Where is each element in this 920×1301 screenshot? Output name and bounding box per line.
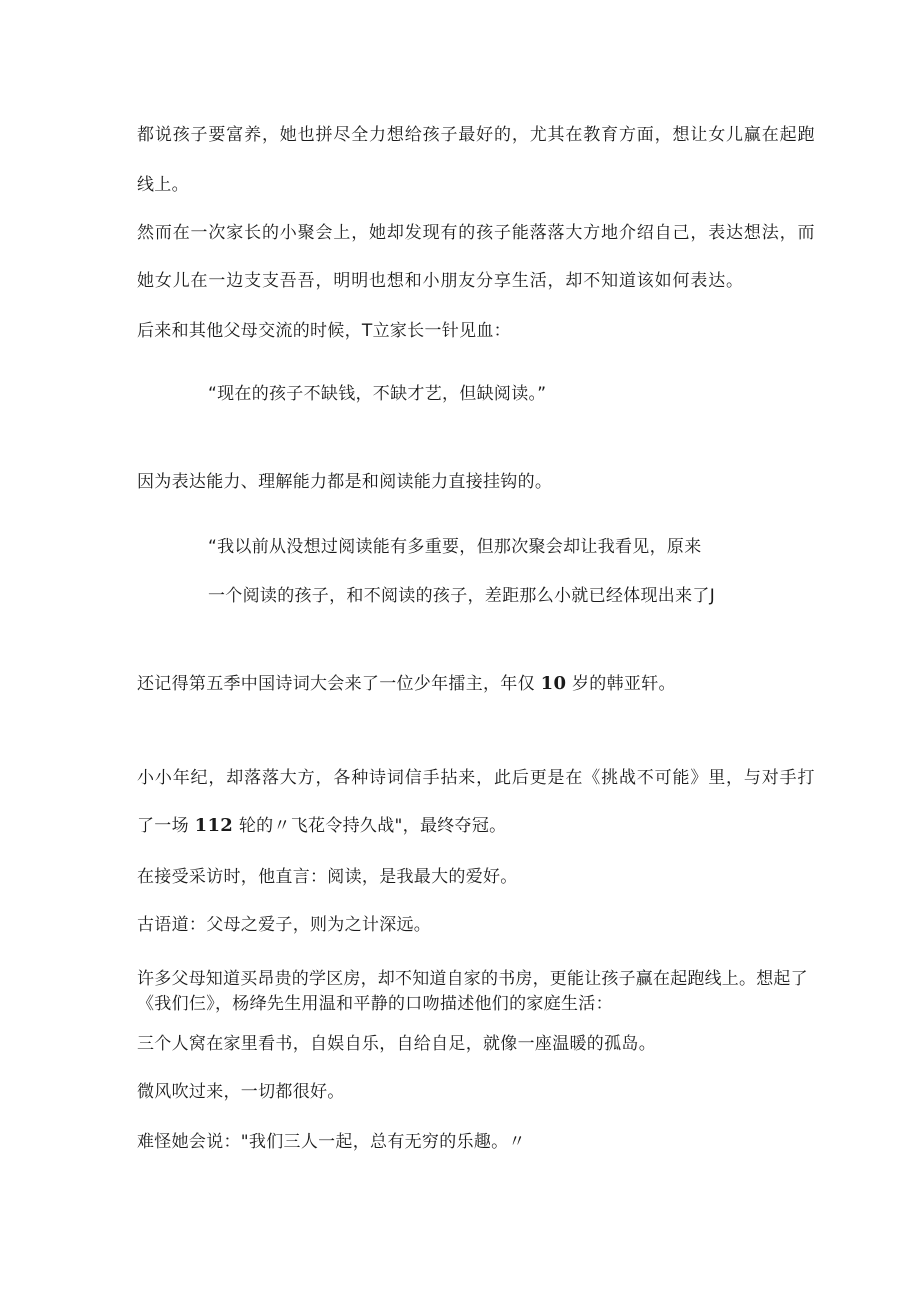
block-quote: “我以前从没想过阅读能有多重要，但那次聚会却让我看见，原来: [208, 537, 702, 557]
paragraph-text: 《我们仨》，杨绛先生用温和平静的口吻描述他们的家庭生活：: [137, 994, 613, 1014]
paragraph-text: 都说孩子要富养，她也拼尽全力想给孩子最好的，尤其在教育方面，想让女儿赢在起跑: [137, 125, 816, 145]
paragraph-text: 许多父母知道买昂贵的学区房，却不知道自家的书房，更能让孩子赢在起跑线上。想起了: [137, 969, 808, 989]
paragraph-text: 后来和其他父母交流的时候，T立家长一针见血：: [137, 321, 511, 341]
age-number: 10: [540, 673, 567, 694]
paragraph-text: 她女儿在一边支支吾吾，明明也想和小朋友分享生活，却不知道该如何表达。: [137, 271, 744, 291]
paragraph-text: 因为表达能力、理解能力都是和阅读能力直接挂钩的。: [137, 472, 553, 492]
text-segment: 轮的〃飞花令持久战"，最终夺冠。: [238, 816, 507, 836]
paragraph-text: 难怪她会说："我们三人一起，总有无穷的乐趣。〃: [137, 1132, 526, 1152]
paragraph-text: 微风吹过来，一切都很好。: [137, 1082, 345, 1102]
text-segment: 了一场: [137, 816, 189, 836]
paragraph-text: 在接受采访时，他直言：阅读，是我最大的爱好。: [137, 867, 518, 887]
text-segment: 岁的韩亚轩。: [572, 674, 676, 694]
paragraph-text: 古语道：父母之爱子，则为之计深远。: [137, 915, 432, 935]
block-quote: “现在的孩子不缺钱，不缺才艺，但缺阅读。”: [208, 384, 547, 404]
paragraph-text: 三个人窝在家里看书，自娱自乐，自给自足，就像一座温暖的孤岛。: [137, 1034, 656, 1054]
round-number: 112: [194, 815, 234, 836]
paragraph-text: [137, 673, 676, 695]
block-quote: 一个阅读的孩子，和不阅读的孩子，差距那么小就已经体现出来了J: [208, 586, 716, 606]
paragraph-text: [137, 815, 506, 837]
text-segment: 还记得第五季中国诗词大会来了一位少年擂主，年仅: [137, 674, 535, 694]
paragraph-text: 线上。: [137, 175, 189, 195]
paragraph-text: 然而在一次家长的小聚会上，她却发现有的孩子能落落大方地介绍自己，表达想法，而: [137, 223, 816, 243]
paragraph-text: 小小年纪，却落落大方，各种诗词信手拈来，此后更是在《挑战不可能》里，与对手打: [137, 768, 816, 788]
